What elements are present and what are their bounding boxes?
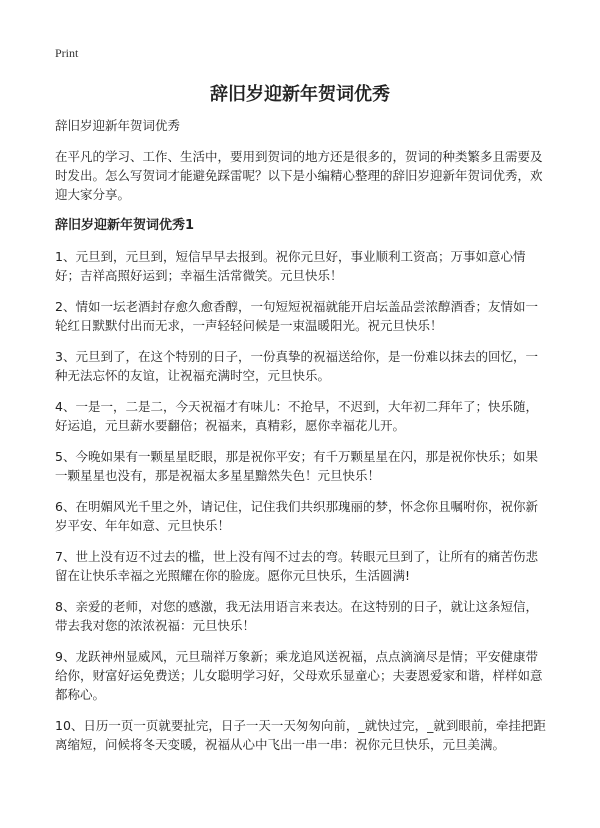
greeting-item-8: 8、亲爱的老师，对您的感激，我无法用语言来表达。在这特别的日子，就让这条短信，带去我对您的浓浓祝福：元旦快乐！ bbox=[55, 599, 538, 633]
greeting-item-3: 3、元旦到了，在这个特别的日子，一份真挚的祝福送给你，是一份难以抹去的回忆，一种无法忘怀的友谊，让祝福充满时空，元旦快乐。 bbox=[55, 349, 538, 383]
greeting-item-1: 1、元旦到，元旦到，短信早早去报到。祝你元旦好，事业顺利工资高；万事如意心情好；吉祥高照好运到；幸福生活常微笑。元旦快乐！ bbox=[55, 249, 526, 283]
greeting-item-6: 6、在明媚风光千里之外，请记住，记住我们共织那瑰丽的梦，怀念你且嘱咐你，祝你新岁平安、年年如意、元旦快乐！ bbox=[55, 499, 538, 533]
document-body bbox=[55, 116, 550, 766]
greeting-item-10: 10、日历一页一页就要扯完，日子一天一天匆匆向前，_就快过完，_就到眼前，牵挂把距离缩短，问候将冬天变暖，祝福从心中飞出一串一串：祝你元旦快乐，元旦美满。 bbox=[55, 718, 546, 752]
print-link[interactable]: Print bbox=[55, 46, 79, 60]
section-heading: 辞旧岁迎新年贺词优秀1 bbox=[55, 218, 195, 233]
document-title: 辞旧岁迎新年贺词优秀 bbox=[210, 84, 390, 105]
greeting-item-5: 5、今晚如果有一颗星星眨眼，那是祝你平安；有千万颗星星在闪，那是祝你快乐；如果一颗星星也没有，那是祝福太多星星黯然失色！元旦快乐！ bbox=[55, 449, 538, 483]
intro-paragraph: 在平凡的学习、工作、生活中，要用到贺词的地方还是很多的，贺词的种类繁多且需要及时发出。怎么写贺词才能避免踩雷呢？以下是小编精心整理的辞旧岁迎新年贺词优秀，欢迎大家分享。 bbox=[55, 149, 543, 202]
document-subtitle: 辞旧岁迎新年贺词优秀 bbox=[55, 118, 181, 133]
greeting-item-9: 9、龙跃神州显威风，元旦瑞祥万象新；乘龙追风送祝福，点点滴滴尽是情；平安健康带给你，财富好运免费送；儿女聪明学习好，父母欢乐显童心；夫妻恩爱家和谐，样样如意都称心。 bbox=[55, 649, 543, 702]
greeting-item-4: 4、一是一，二是二，今天祝福才有味儿：不抢早，不迟到，大年初二拜年了；快乐随，好运追，元旦薪水要翻倍；祝福来，真精彩，愿你幸福花儿开。 bbox=[55, 399, 538, 433]
greeting-item-2: 2、情如一坛老酒封存愈久愈香醇，一句短短祝福就能开启坛盖品尝浓醇酒香；友情如一轮红日默默付出而无求，一声轻轻问候是一束温暖阳光。祝元旦快乐！ bbox=[55, 299, 538, 333]
greeting-item-7: 7、世上没有迈不过去的槛，世上没有闯不过去的弯。转眼元旦到了，让所有的痛苦伤悲留在让快乐幸福之光照耀在你的脸庞。愿你元旦快乐，生活圆满! bbox=[55, 549, 538, 583]
